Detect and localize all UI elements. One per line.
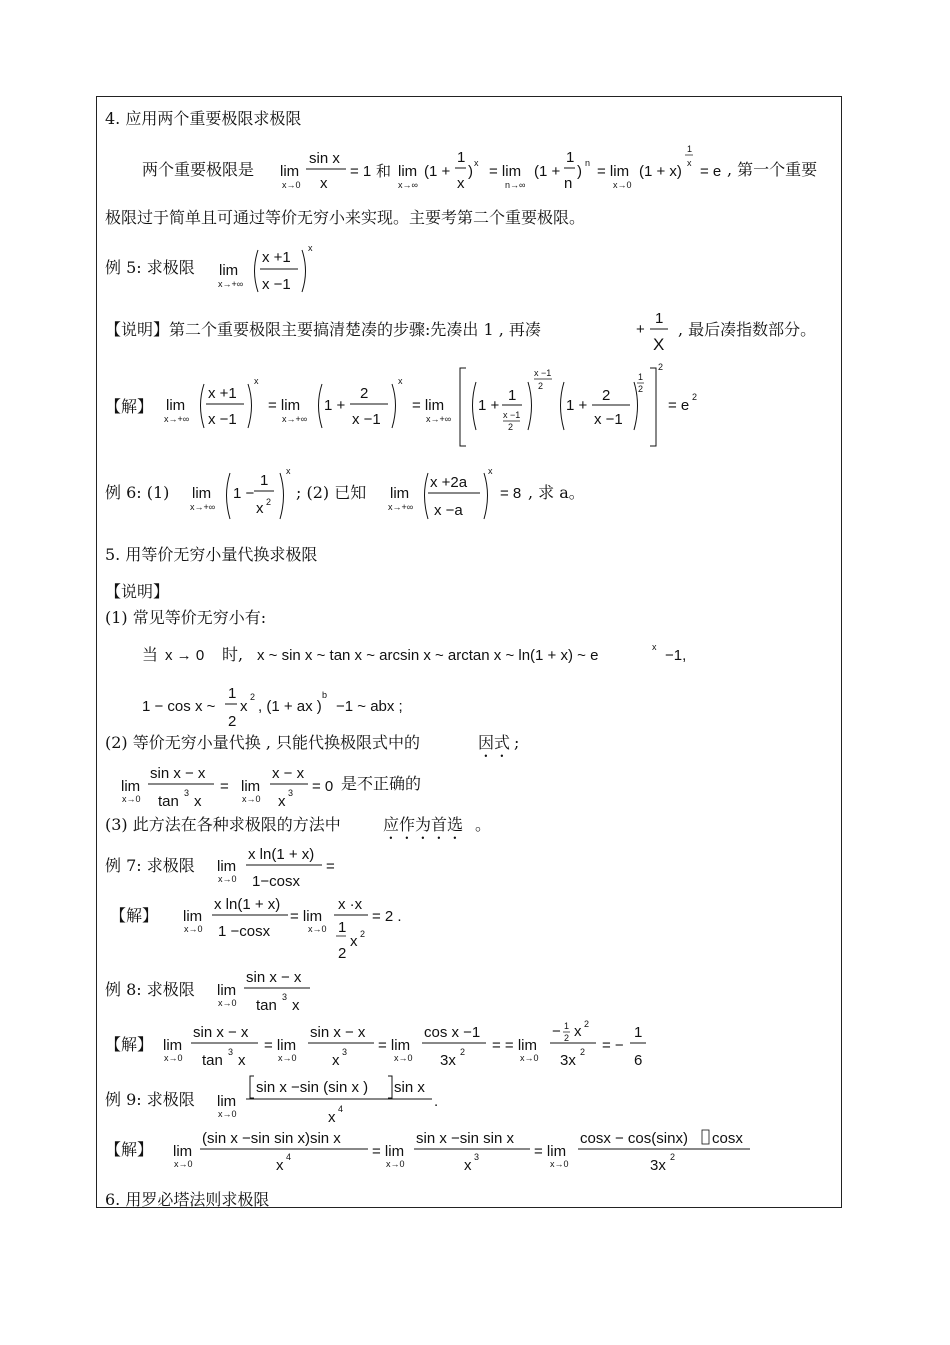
svg-text:3x: 3x [560,1052,576,1069]
svg-text:x −1: x −1 [208,411,237,428]
svg-text:2: 2 [360,385,369,402]
svg-text:1 −cosx: 1 −cosx [218,923,271,940]
svg-text:lim: lim [217,858,237,875]
svg-text:n: n [585,158,591,168]
svg-text:(1 + x): (1 + x) [639,163,682,180]
svg-text:x→0: x→0 [308,924,327,934]
item2-tail: ; [514,733,520,752]
svg-text:1: 1 [508,387,517,404]
svg-text:2: 2 [338,945,347,962]
svg-text:x: x [194,793,202,810]
svg-text:sin x − x: sin x − x [150,765,206,782]
svg-text:x→+∞: x→+∞ [426,414,452,424]
svg-text:2: 2 [460,1047,466,1057]
equiv-cos-formula [138,680,418,730]
svg-text:x: x [457,175,465,192]
svg-text:x→0: x→0 [218,998,237,1008]
svg-text:x − x: x − x [272,765,305,782]
svg-text:x→0: x→0 [184,924,203,934]
section6-heading: 6. 用罗必塔法则求极限 [105,1190,270,1209]
svg-text:= = lim: = = lim [492,1037,538,1054]
svg-text:lim: lim [217,1093,237,1110]
svg-text:x: x [474,158,479,168]
example6-formula1 [186,465,300,525]
svg-text:x: x [238,1052,246,1069]
svg-text:= lim: = lim [372,1143,405,1160]
svg-text:x→0: x→0 [394,1053,413,1063]
svg-text:x→0: x→0 [174,1159,193,1169]
svg-text:3x: 3x [650,1157,666,1174]
svg-text:x: x [320,175,328,192]
wrong-substitution-formula [116,760,346,812]
svg-text:1: 1 [564,1021,570,1031]
solution7-label: 【解】 [110,906,159,925]
svg-text:lim: lim [217,982,237,999]
svg-text:= lim: = lim [412,397,445,414]
svg-text:lim: lim [183,908,203,925]
svg-text:4: 4 [338,1104,344,1114]
svg-text:lim: lim [280,163,300,180]
svg-text:2: 2 [228,713,237,730]
section4-intro-text: 两个重要极限是 [142,160,255,179]
section5-note-label: 【说明】 [105,582,170,601]
solution8-formula [160,1017,660,1071]
svg-text:lim: lim [192,485,212,502]
svg-text:2: 2 [658,362,664,372]
equiv-condition: x → 0 [165,647,205,664]
svg-text:tan: tan [256,997,277,1014]
svg-text:1 − cos x ~: 1 − cos x ~ [142,698,216,715]
svg-text:1−cosx: 1−cosx [252,873,300,890]
item3-emphasis: 应作为首选 [383,815,464,834]
svg-text:3: 3 [184,788,190,798]
svg-text:X: X [653,335,665,354]
svg-text:x→+∞: x→+∞ [190,502,216,512]
svg-text:= 2 .: = 2 . [372,908,402,925]
svg-text:2: 2 [564,1033,570,1043]
svg-text:3: 3 [474,1152,480,1162]
svg-text:n→∞: n→∞ [505,180,526,190]
svg-text:2: 2 [670,1152,676,1162]
svg-text:2: 2 [580,1047,586,1057]
svg-text:= e: = e [700,163,722,180]
svg-text:= lim: = lim [264,1037,297,1054]
svg-text:x→0: x→0 [613,180,632,190]
svg-text:= lim: = lim [534,1143,567,1160]
svg-text:1: 1 [638,372,644,382]
svg-text:x→0: x→0 [218,1109,237,1119]
item3-text: (3) 此方法在各种求极限的方法中 [105,815,341,834]
svg-text:x −1: x −1 [534,368,552,378]
svg-text:x: x [652,642,657,652]
example9-formula [214,1070,446,1128]
svg-text:2: 2 [250,692,256,702]
svg-text:x +2a: x +2a [430,474,468,491]
svg-text:x: x [464,1157,472,1174]
svg-text:+: + [636,321,645,338]
example7-label: 例 7: 求极限 [105,856,195,875]
solution9-formula [170,1122,760,1178]
svg-text:sin x: sin x [309,150,340,167]
example5-formula [214,242,324,300]
svg-text:= 0: = 0 [312,778,334,795]
svg-text:= 1: = 1 [350,163,372,180]
section4-intro-line2: 极限过于简单且可通过等价无穷小来实现。主要考第二个重要极限。 [105,208,586,227]
svg-text:x: x [488,466,493,476]
svg-text:cosx − cos(sinx): cosx − cos(sinx) [580,1130,688,1147]
section4-intro-tail: , 第一个重要 [727,160,818,179]
svg-text:sin x − x: sin x − x [193,1024,249,1041]
svg-text:x ln(1 + x): x ln(1 + x) [248,846,315,863]
svg-text:2: 2 [360,929,366,939]
svg-text:1: 1 [338,919,347,936]
svg-text:x: x [574,1023,582,1040]
example8-formula [214,962,324,1016]
svg-text:lim: lim [241,778,261,795]
svg-text:x: x [278,793,286,810]
svg-text:= lim: = lim [597,163,630,180]
svg-text:= lim: = lim [489,163,522,180]
svg-text:x→+∞: x→+∞ [164,414,190,424]
example6-mid: ; (2) 已知 [296,483,367,502]
svg-text:2: 2 [508,422,514,432]
svg-text:x→0: x→0 [520,1053,539,1063]
item2-emphasis: 因式 [478,733,511,752]
svg-text:x +1: x +1 [262,249,291,266]
svg-text:x: x [292,997,300,1014]
svg-text:x: x [328,1109,336,1126]
svg-text:1 +: 1 + [324,397,346,414]
svg-text:−1,: −1, [665,647,687,664]
svg-text:x −1: x −1 [594,411,623,428]
svg-text:lim: lim [173,1143,193,1160]
svg-text:lim: lim [166,397,186,414]
item3-tail: 。 [475,815,492,834]
svg-text:): ) [468,163,473,180]
svg-text:= −: = − [602,1037,624,1054]
example8-label: 例 8: 求极限 [105,980,195,999]
svg-text:x: x [308,243,313,253]
svg-text:= 8: = 8 [500,485,522,502]
svg-text:b: b [322,690,328,700]
svg-text:x→0: x→0 [242,794,261,804]
svg-text:x→0: x→0 [282,180,301,190]
svg-text:(1 +: (1 + [424,163,451,180]
svg-text:x→∞: x→∞ [398,180,418,190]
item2-text: (2) 等价无穷小量代换 , 只能代换极限式中的 [105,733,421,752]
solution8-label: 【解】 [105,1035,154,1054]
svg-text:x→+∞: x→+∞ [388,502,414,512]
svg-text:tan: tan [202,1052,223,1069]
svg-text:2: 2 [538,381,544,391]
equiv-list-formula [255,638,700,668]
svg-text:= lim: = lim [378,1037,411,1054]
svg-text:x −1: x −1 [262,276,291,293]
solution5-formula [160,362,710,452]
svg-text:2: 2 [266,497,272,507]
svg-text:x→0: x→0 [386,1159,405,1169]
svg-text:x +1: x +1 [208,385,237,402]
svg-text:1: 1 [655,310,664,327]
svg-text:x ·x: x ·x [338,896,363,913]
svg-text:x −1: x −1 [352,411,381,428]
svg-text:x: x [687,158,692,168]
svg-text:2: 2 [638,384,644,394]
svg-text:6: 6 [634,1052,643,1069]
svg-text:cosx: cosx [712,1130,743,1147]
example9-label: 例 9: 求极限 [105,1090,195,1109]
svg-text:1: 1 [687,144,693,154]
example6-label: 例 6: (1) [105,483,170,502]
wrong-substitution-text: 是不正确的 [341,774,422,793]
solution9-label: 【解】 [105,1140,154,1159]
svg-text:3: 3 [288,788,294,798]
svg-text:x→0: x→0 [164,1053,183,1063]
svg-text:n: n [564,175,573,192]
svg-text:x→0: x→0 [550,1159,569,1169]
svg-text:x ~ sin x ~ tan x ~ arcsin x ~: x ~ sin x ~ tan x ~ arcsin x ~ arctan x ~ ln(1 + x) ~ e [257,647,599,664]
svg-text:1: 1 [228,685,237,702]
svg-text:x: x [350,933,358,950]
svg-text:lim: lim [163,1037,183,1054]
svg-text:x: x [276,1157,284,1174]
svg-text:= lim: = lim [290,908,323,925]
svg-text:x→0: x→0 [122,794,141,804]
svg-text:=: = [326,858,335,875]
svg-text:x: x [256,500,264,517]
svg-text:.: . [434,1093,439,1110]
svg-text:3: 3 [282,992,288,1002]
svg-text:, (1 + ax ): , (1 + ax ) [258,698,322,715]
svg-text:1 +: 1 + [478,397,500,414]
svg-text:lim: lim [121,778,141,795]
svg-text:1: 1 [260,472,269,489]
svg-text:4: 4 [286,1152,292,1162]
svg-text:3: 3 [228,1047,234,1057]
svg-text:sin x −sin (sin x ): sin x −sin (sin x ) [256,1079,369,1096]
example5-label: 例 5: 求极限 [105,258,195,277]
note-text-tail: , 最后凑指数部分。 [678,320,817,339]
svg-text:x→+∞: x→+∞ [218,279,244,289]
svg-text:(sin x −sin sin x)sin x: (sin x −sin sin x)sin x [202,1130,341,1147]
svg-text:lim: lim [398,163,418,180]
svg-text:sin x − x: sin x − x [246,969,302,986]
svg-text:tan: tan [158,793,179,810]
svg-text:=: = [220,778,229,795]
svg-text:2: 2 [602,387,611,404]
equiv-at: 时, [222,645,244,664]
section5-heading: 5. 用等价无穷小量代换求极限 [105,545,318,564]
svg-text:−: − [552,1023,561,1040]
svg-text:= e: = e [668,397,690,414]
svg-text:3: 3 [342,1047,348,1057]
svg-text:sin x − x: sin x − x [310,1024,366,1041]
svg-text:x −a: x −a [434,502,463,519]
svg-text:x→0: x→0 [218,874,237,884]
svg-text:x: x [286,466,291,476]
svg-text:lim: lim [219,262,239,279]
svg-text:x: x [240,698,248,715]
svg-text:x→0: x→0 [278,1053,297,1063]
svg-text:1 +: 1 + [566,397,588,414]
svg-text:−1 ~ abx ;: −1 ~ abx ; [336,698,403,715]
svg-text:2: 2 [692,392,698,402]
important-limits-formula [272,142,730,198]
svg-text:lim: lim [390,485,410,502]
svg-text:x: x [254,376,259,386]
equiv-when: 当 [142,645,159,664]
example6-tail: , 求 a。 [528,483,585,502]
svg-text:sin x −sin sin x: sin x −sin sin x [416,1130,514,1147]
svg-text:sin x: sin x [394,1079,425,1096]
svg-text:(1 +: (1 + [534,163,561,180]
svg-text:1 −: 1 − [233,485,255,502]
solution7-formula [180,890,420,964]
svg-text:cos x −1: cos x −1 [424,1024,481,1041]
svg-text:x ln(1 + x): x ln(1 + x) [214,896,281,913]
svg-text:x→+∞: x→+∞ [282,414,308,424]
svg-text:1: 1 [457,149,466,166]
svg-text:): ) [577,163,582,180]
example6-formula2 [384,465,544,525]
svg-text:3x: 3x [440,1052,456,1069]
svg-text:= lim: = lim [268,397,301,414]
svg-text:1: 1 [634,1024,643,1041]
solution5-label: 【解】 [105,397,154,416]
svg-text:2: 2 [584,1019,590,1029]
section4-heading: 4. 应用两个重要极限求极限 [105,109,302,128]
svg-text:x −1: x −1 [503,410,521,420]
svg-text:1: 1 [566,149,575,166]
svg-text:x: x [398,376,403,386]
svg-text:x: x [332,1052,340,1069]
note-fraction [632,306,678,356]
example7-formula [214,840,344,892]
note-text: 【说明】第二个重要极限主要搞清楚凑的步骤:先凑出 1 , 再凑 [105,320,541,339]
item1-text: (1) 常见等价无穷小有: [105,608,267,627]
svg-text:和: 和 [376,162,392,180]
